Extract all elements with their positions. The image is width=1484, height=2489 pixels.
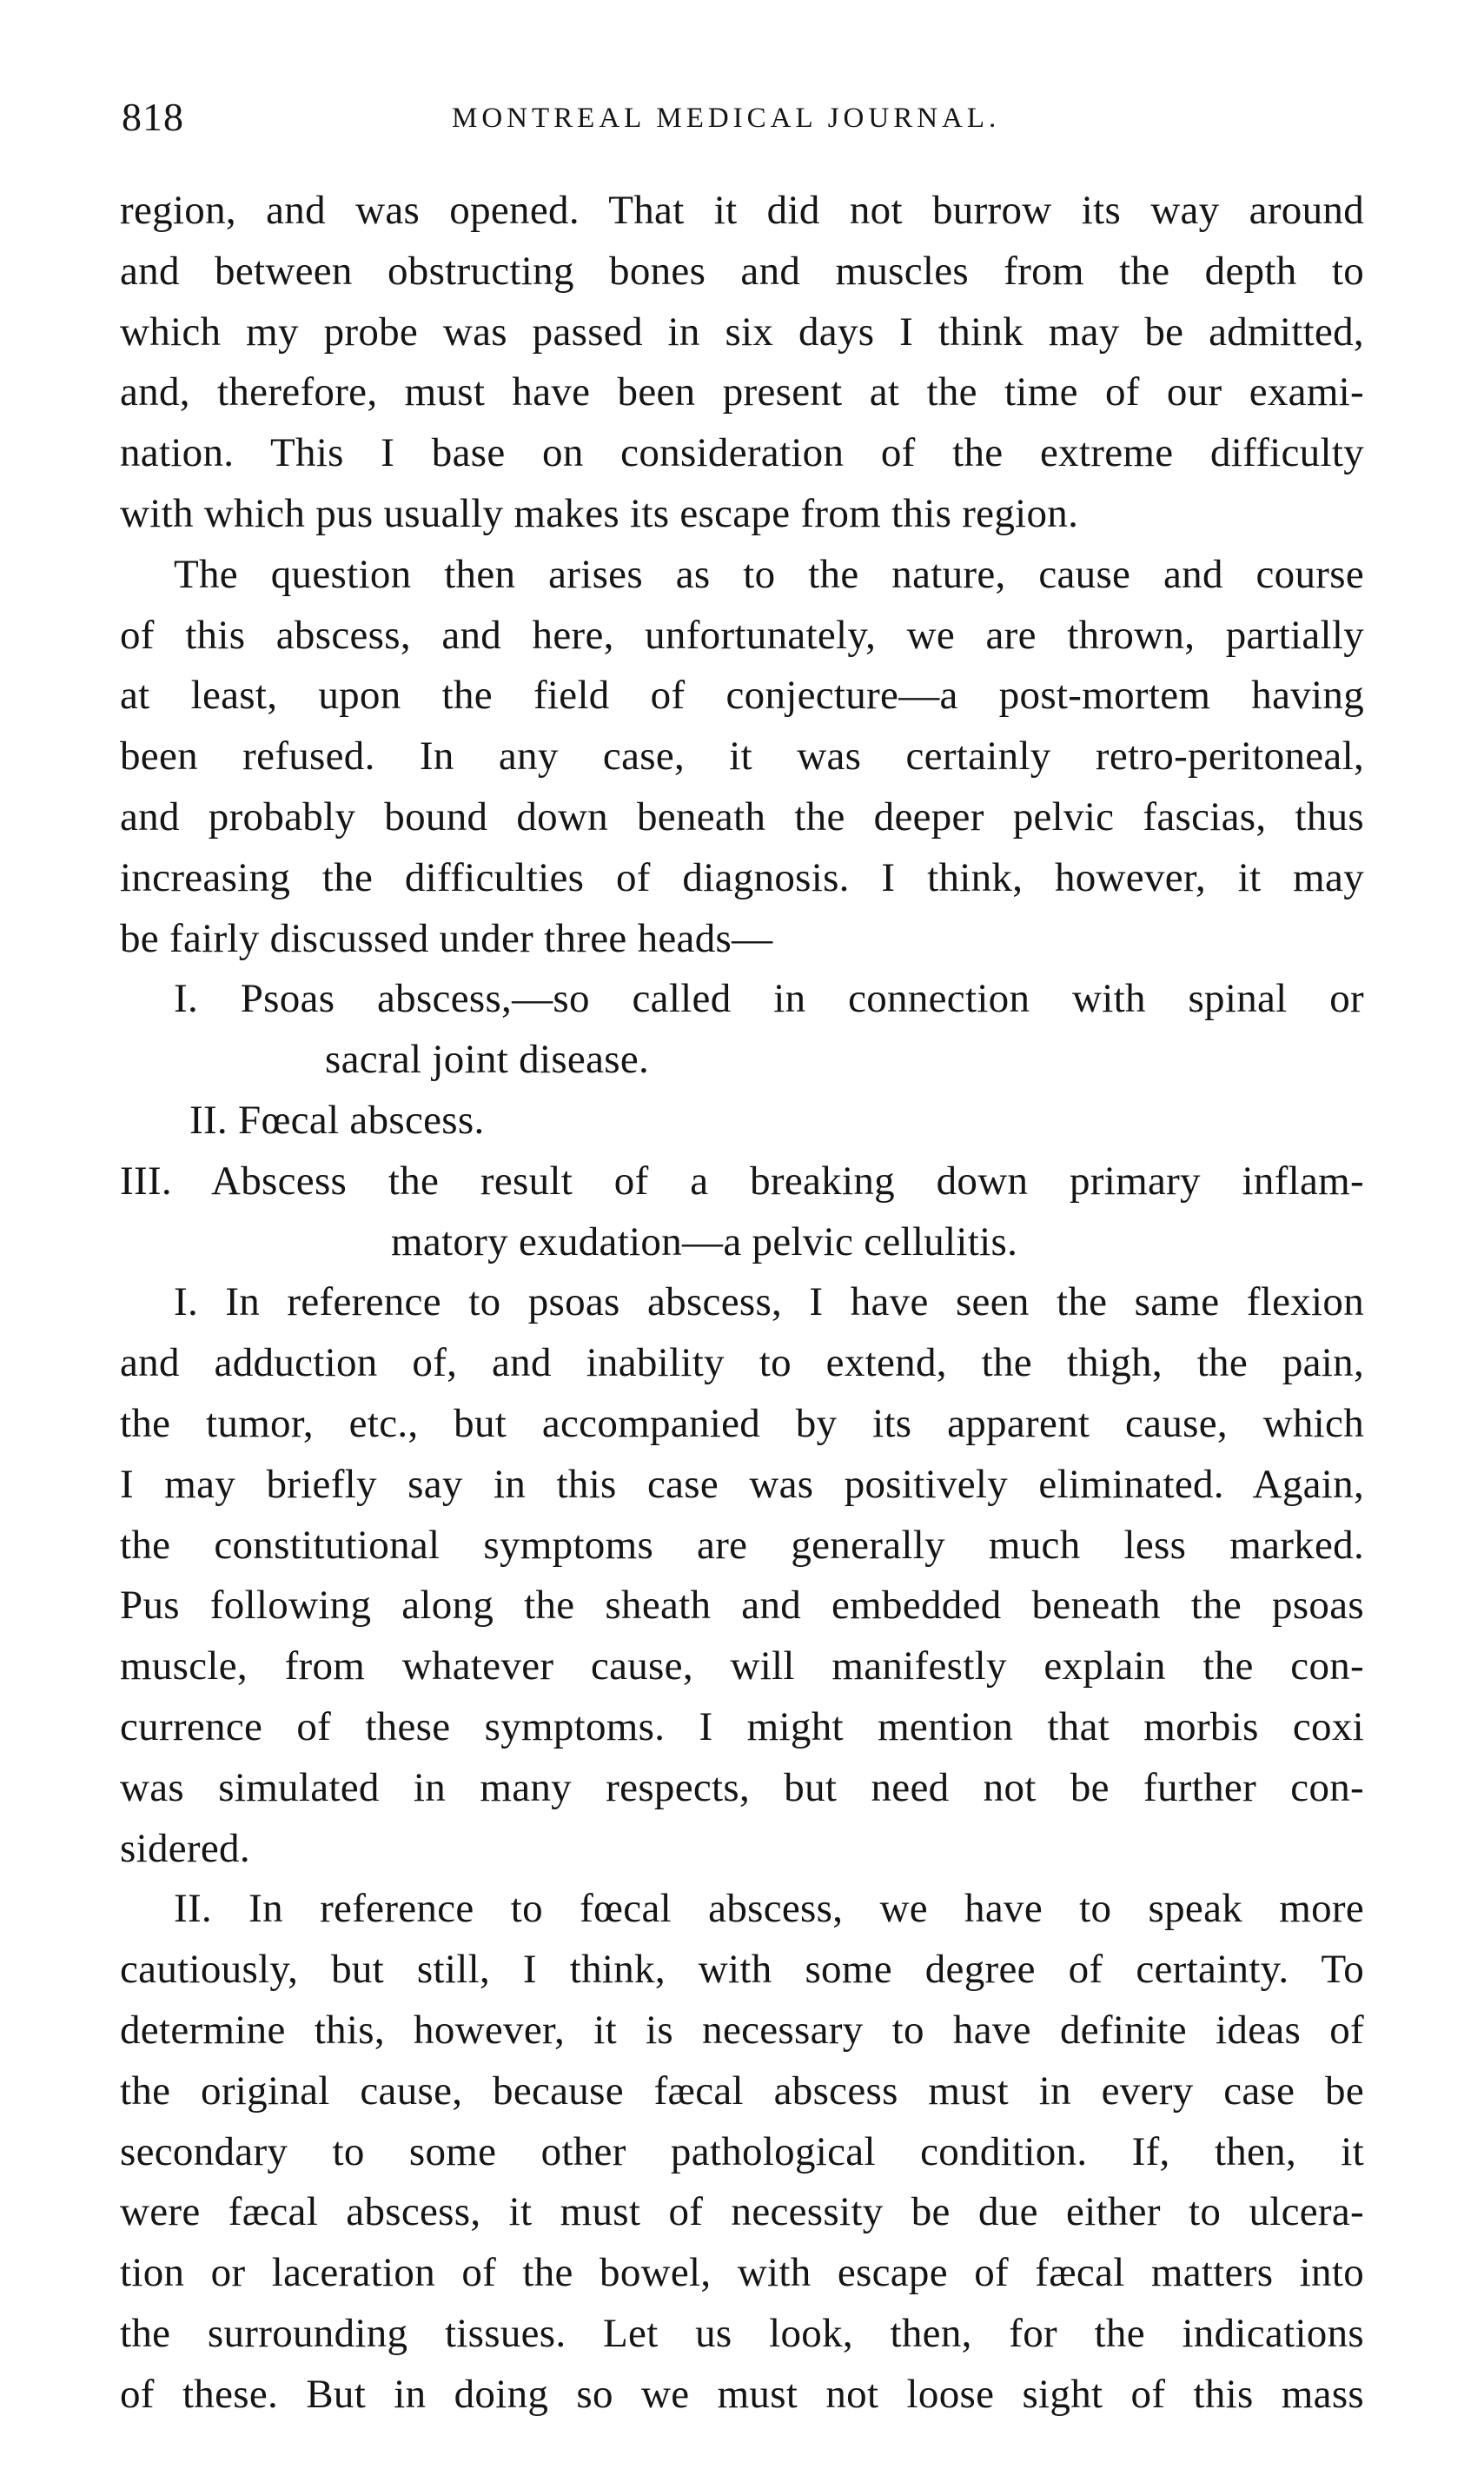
text-line: nation. This I base on consideration of the extreme difficulty [120, 430, 1364, 476]
running-head [122, 94, 1390, 146]
text-line: were fæcal abscess, it must of necessity be due either to ulcera- [120, 2189, 1364, 2235]
text-line: the constitutional symptoms are generally much less marked. [120, 1522, 1364, 1568]
text-line: region, and was opened. That it did not burrow its way around [120, 188, 1364, 233]
text-line: currence of these symptoms. I might mention that morbis coxi [120, 1703, 1364, 1749]
text-line: Pus following along the sheath and embedded beneath the psoas [120, 1583, 1364, 1629]
text-line: the tumor, etc., but accompanied by its apparent cause, which [120, 1400, 1364, 1446]
text-line: sidered. [120, 1825, 250, 1871]
text-line: I. In reference to psoas abscess, I have seen the same flexion [174, 1279, 1364, 1325]
body-text [120, 181, 1364, 2425]
text-line: I may briefly say in this case was positively eliminated. Again, [120, 1461, 1364, 1507]
journal-title: MONTREAL MEDICAL JOURNAL. [452, 103, 1001, 134]
list-item: II. Fœcal abscess. [189, 1097, 485, 1143]
text-line: and adduction of, and inability to extend, the thigh, the pain, [120, 1340, 1364, 1386]
text-line: cautiously, but still, I think, with some degree of certainty. To [120, 1947, 1364, 1993]
text-line: determine this, however, it is necessary to have definite ideas of [120, 2007, 1364, 2053]
text-line: the surrounding tissues. Let us look, then, for the indications [120, 2310, 1364, 2356]
page-number: 818 [122, 95, 184, 139]
text-line: II. In reference to fœcal abscess, we have to speak more [174, 1886, 1364, 1932]
text-line: been refused. In any case, it was certainly retro-peritoneal, [120, 733, 1364, 780]
text-line: tion or laceration of the bowel, with escape of fæcal matters into [120, 2250, 1364, 2296]
text-line: and probably bound down beneath the deeper pelvic fascias, thus [120, 793, 1364, 840]
text-line: increasing the difficulties of diagnosis. I think, however, it may [120, 854, 1364, 900]
text-line: and, therefore, must have been present at the time of our exami- [120, 369, 1364, 415]
text-line: the original cause, because fæcal abscess must in every case be [120, 2068, 1364, 2114]
text-line: with which pus usually makes its escape from this region. [120, 490, 1079, 536]
text-line: and between obstructing bones and muscles from the depth to [120, 248, 1364, 294]
list-item: III. Abscess the result of a breaking down primary inflam- [120, 1158, 1364, 1204]
text-line: at least, upon the field of conjecture—a post-mortem having [120, 673, 1364, 719]
text-line: of this abscess, and here, unfortunately, we are thrown, partially [120, 612, 1364, 658]
text-line: secondary to some other pathological condition. If, then, it [120, 2128, 1364, 2174]
list-item-continued: matory exudation—a pelvic cellulitis. [391, 1218, 1018, 1264]
list-item: I. Psoas abscess,—so called in connection with spinal or [174, 976, 1364, 1022]
text-line: which my probe was passed in six days I think may be admitted, [120, 309, 1364, 355]
text-line: of these. But in doing so we must not loose sight of this mass [120, 2371, 1364, 2417]
text-line: muscle, from whatever cause, will manifestly explain the con- [120, 1643, 1364, 1689]
text-line: The question then arises as to the nature, cause and course [174, 551, 1364, 597]
list-item-continued: sacral joint disease. [325, 1037, 650, 1083]
text-line: was simulated in many respects, but need not be further con- [120, 1764, 1364, 1810]
text-line: be fairly discussed under three heads— [120, 915, 773, 961]
